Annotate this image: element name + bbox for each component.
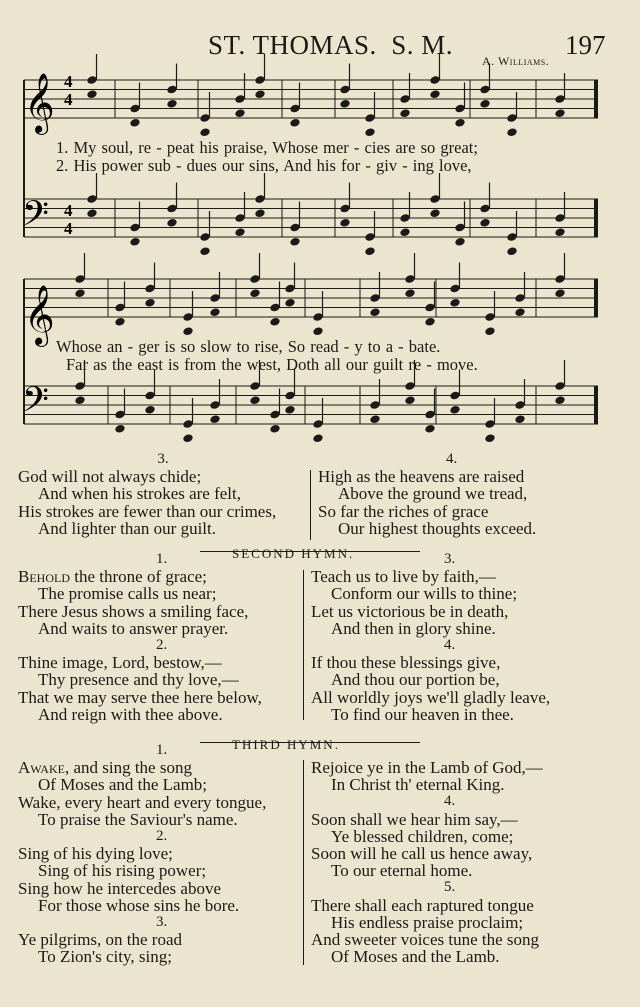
note-head	[339, 218, 350, 228]
time-signature-top: 4	[64, 201, 73, 220]
note-head	[364, 246, 375, 256]
note-head	[506, 246, 517, 256]
note-head	[554, 395, 565, 405]
note-head	[249, 288, 260, 298]
note-head	[506, 127, 517, 137]
hymn-heading: THIRD HYMN.	[232, 737, 340, 752]
treble-clef-icon: 𝄞	[24, 73, 55, 133]
note-head	[369, 307, 380, 317]
note-head	[129, 118, 140, 128]
note-head	[144, 405, 155, 415]
note-head	[199, 246, 210, 256]
final-barline	[594, 279, 598, 317]
note-head	[399, 108, 410, 118]
note-head	[234, 108, 245, 118]
note-head	[484, 433, 495, 443]
note-head	[209, 414, 220, 424]
note-head	[449, 405, 460, 415]
note-head	[284, 405, 295, 415]
note-head	[554, 288, 565, 298]
note-heads	[74, 54, 565, 443]
third-hymn-right: Rejoice ye in the Lamb of God,— In Christ th' eternal King. 4. Soon shall we hear him say,— Ye blessed children, come; Soon will he call us hence away, To our eternal home. 5. There shall each raptured tongue His endless praise proclaim; And sweeter voices tune the song Of Moses and the Lamb.	[311, 758, 543, 967]
note-head	[114, 424, 125, 434]
hymn-heading: SECOND HYMN.	[232, 546, 355, 561]
lyric-line: 1. My soul, re - peat his praise, Whose mer - cies are so great;	[56, 138, 478, 157]
note-head	[404, 288, 415, 298]
note-head	[284, 298, 295, 308]
note-head	[114, 317, 125, 327]
note-head	[454, 237, 465, 247]
note-head	[74, 288, 85, 298]
time-signature-bottom: 4	[64, 90, 73, 109]
note-head	[144, 298, 155, 308]
note-head	[269, 424, 280, 434]
note-head	[399, 227, 410, 237]
note-head	[166, 218, 177, 228]
second-hymn-right: 3. Teach us to live by faith,— Conform our wills to thine; Let us victorious be in death, And then in glory shine. 4. If thou these blessings give, And thou our portion be, All worldly joys we'll gladly leave, To find our heaven in thee.	[311, 551, 551, 724]
note-head	[209, 307, 220, 317]
lyric-line: 2. His power sub - dues our sins, And his for - giv - ing love,	[56, 156, 472, 175]
note-head	[424, 424, 435, 434]
note-head	[554, 227, 565, 237]
note-head	[312, 326, 323, 336]
treble-clef-icon: 𝄞	[24, 285, 55, 345]
note-head	[86, 208, 97, 218]
note-head	[166, 99, 177, 109]
final-barline	[594, 199, 598, 237]
second-hymn-left: 1. Behold the throne of grace; The promise calls us near; There Jesus shows a smiling face, And waits to answer prayer. 2. Thine image, Lord, bestow,— Thy presence and thy love,— That we may serve thee here below, And reign with thee above.	[18, 551, 262, 724]
third-hymn-left: 1. Awake, and sing the song Of Moses and the Lamb; Wake, every heart and every tongue, To praise the Saviour's name. 2. Sing of his dying love; Sing of his rising power; Sing how he intercedes above For those whose sins he bore. 3. Ye pilgrims, on the road To Zion's city, sing;	[18, 742, 267, 967]
note-head	[404, 395, 415, 405]
tune-title: ST. THOMAS. S. M.	[208, 30, 454, 60]
composer-credit: A. Williams.	[482, 54, 550, 68]
note-head	[484, 326, 495, 336]
note-head	[312, 433, 323, 443]
note-head	[429, 89, 440, 99]
page-number: 197	[565, 30, 606, 60]
note-head	[364, 127, 375, 137]
note-head	[289, 118, 300, 128]
final-barline	[594, 386, 598, 424]
bass-clef-icon: 𝄢	[22, 379, 50, 428]
lyric-line: Whose an - ger is so slow to rise, So read - y to a - bate.	[56, 337, 441, 356]
note-head	[424, 317, 435, 327]
note-head	[182, 433, 193, 443]
note-head	[479, 218, 490, 228]
verse-3: 3. God will not always chide; And when his strokes are felt, His strokes are fewer than our crimes, And lighter than our guilt.	[18, 451, 277, 538]
note-head	[339, 99, 350, 109]
note-head	[479, 99, 490, 109]
note-head	[554, 108, 565, 118]
column-divider	[310, 470, 311, 540]
note-head	[449, 298, 460, 308]
time-signature-bottom: 4	[64, 219, 73, 238]
note-head	[129, 237, 140, 247]
note-head	[269, 317, 280, 327]
note-head	[74, 395, 85, 405]
final-barline	[594, 80, 598, 118]
note-head	[429, 208, 440, 218]
note-head	[454, 118, 465, 128]
time-signature-top: 4	[64, 72, 73, 91]
column-divider	[303, 760, 304, 965]
note-head	[86, 89, 97, 99]
note-head	[254, 208, 265, 218]
column-divider	[303, 570, 304, 720]
lyric-line: Far as the east is from the west, Doth all our guilt re - move.	[66, 355, 478, 374]
note-head	[369, 414, 380, 424]
note-head	[182, 326, 193, 336]
bass-clef-icon: 𝄢	[22, 193, 50, 242]
note-head	[254, 89, 265, 99]
note-head	[514, 307, 525, 317]
note-head	[514, 414, 525, 424]
note-head	[249, 395, 260, 405]
note-head	[289, 237, 300, 247]
note-head	[199, 127, 210, 137]
note-head	[234, 227, 245, 237]
verse-4: 4. High as the heavens are raised Above the ground we tread, So far the riches of grace Our highest thoughts exceed.	[318, 451, 537, 538]
